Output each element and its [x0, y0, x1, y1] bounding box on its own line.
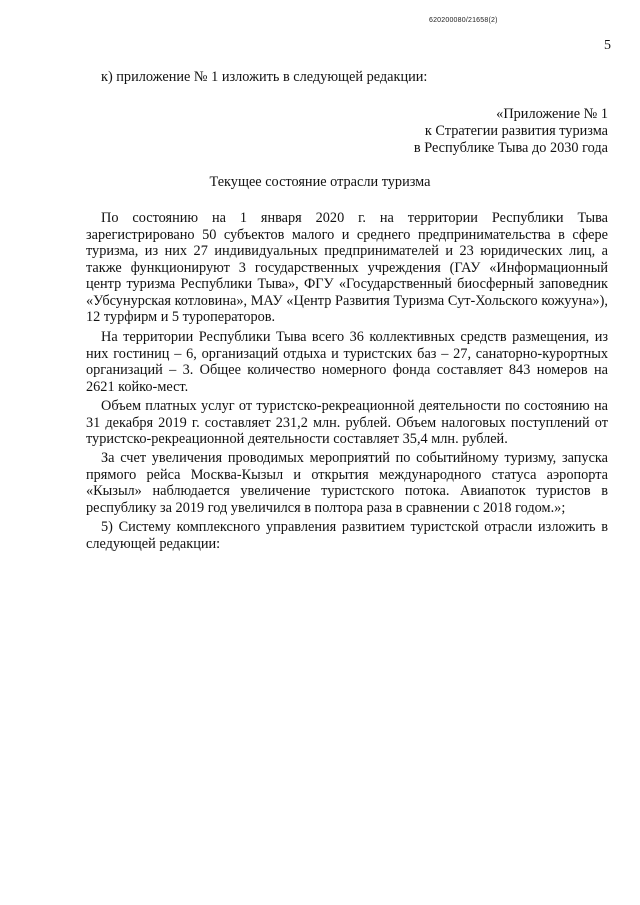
appendix-line-2: к Стратегии развития туризма — [424, 123, 608, 139]
paragraph-5: 5) Систему комплексного управления развитием туристской отрасли изложить в следующей редакции: — [86, 519, 608, 552]
paragraph-3: Объем платных услуг от туристско-рекреационной деятельности по состоянию на 31 декабря 2019 г. составляет 231,2 млн. рублей. Объем налоговых поступлений от туристско-рекреационной деятельности составляет 35,4 млн. рублей. — [86, 398, 608, 447]
paragraph-1: По состоянию на 1 января 2020 г. на территории Республики Тыва зарегистрировано 50 субъектов малого и среднего предпринимательства в сфере туризма, из них 27 индивидуальных предпринимателей и 23 юридических лиц, а также функционируют 3 государственных учреждения (ГАУ «Информационный центр туризма Республики Тыва», ФГУ «Государственный биосферный заповедник «Убсунурская котловина», МАУ «Центр Развития Туризма Сут-Хольского кожууна»), 12 турфирм и 5 туроператоров. — [86, 210, 608, 325]
document-code: 620200080/21658(2) — [429, 17, 498, 24]
intro-line: к) приложение № 1 изложить в следующей редакции: — [101, 69, 428, 85]
page-number: 5 — [604, 38, 611, 53]
appendix-line-1: «Приложение № 1 — [496, 106, 608, 122]
appendix-heading — [308, 106, 608, 157]
paragraph-2: На территории Республики Тыва всего 36 коллективных средств размещения, из них гостиниц – 6, организаций отдыха и туристских баз – 27, санаторно-курортных организаций – 3. Общее количество номерного фонда составляет 843 номеров на 2621 койко-мест. — [86, 329, 608, 395]
appendix-line-3: в Республике Тыва до 2030 года — [413, 140, 608, 156]
section-title: Текущее состояние отрасли туризма — [209, 174, 431, 190]
paragraph-4: За счет увеличения проводимых мероприятий по событийному туризму, запуска прямого рейса Москва-Кызыл и открытия международного статуса аэропорта «Кызыл» наблюдается увеличение туристского потока. Авиапоток туристов в республику за 2019 год увеличился в полтора раза в сравнении с 2018 годом.»; — [86, 450, 608, 516]
